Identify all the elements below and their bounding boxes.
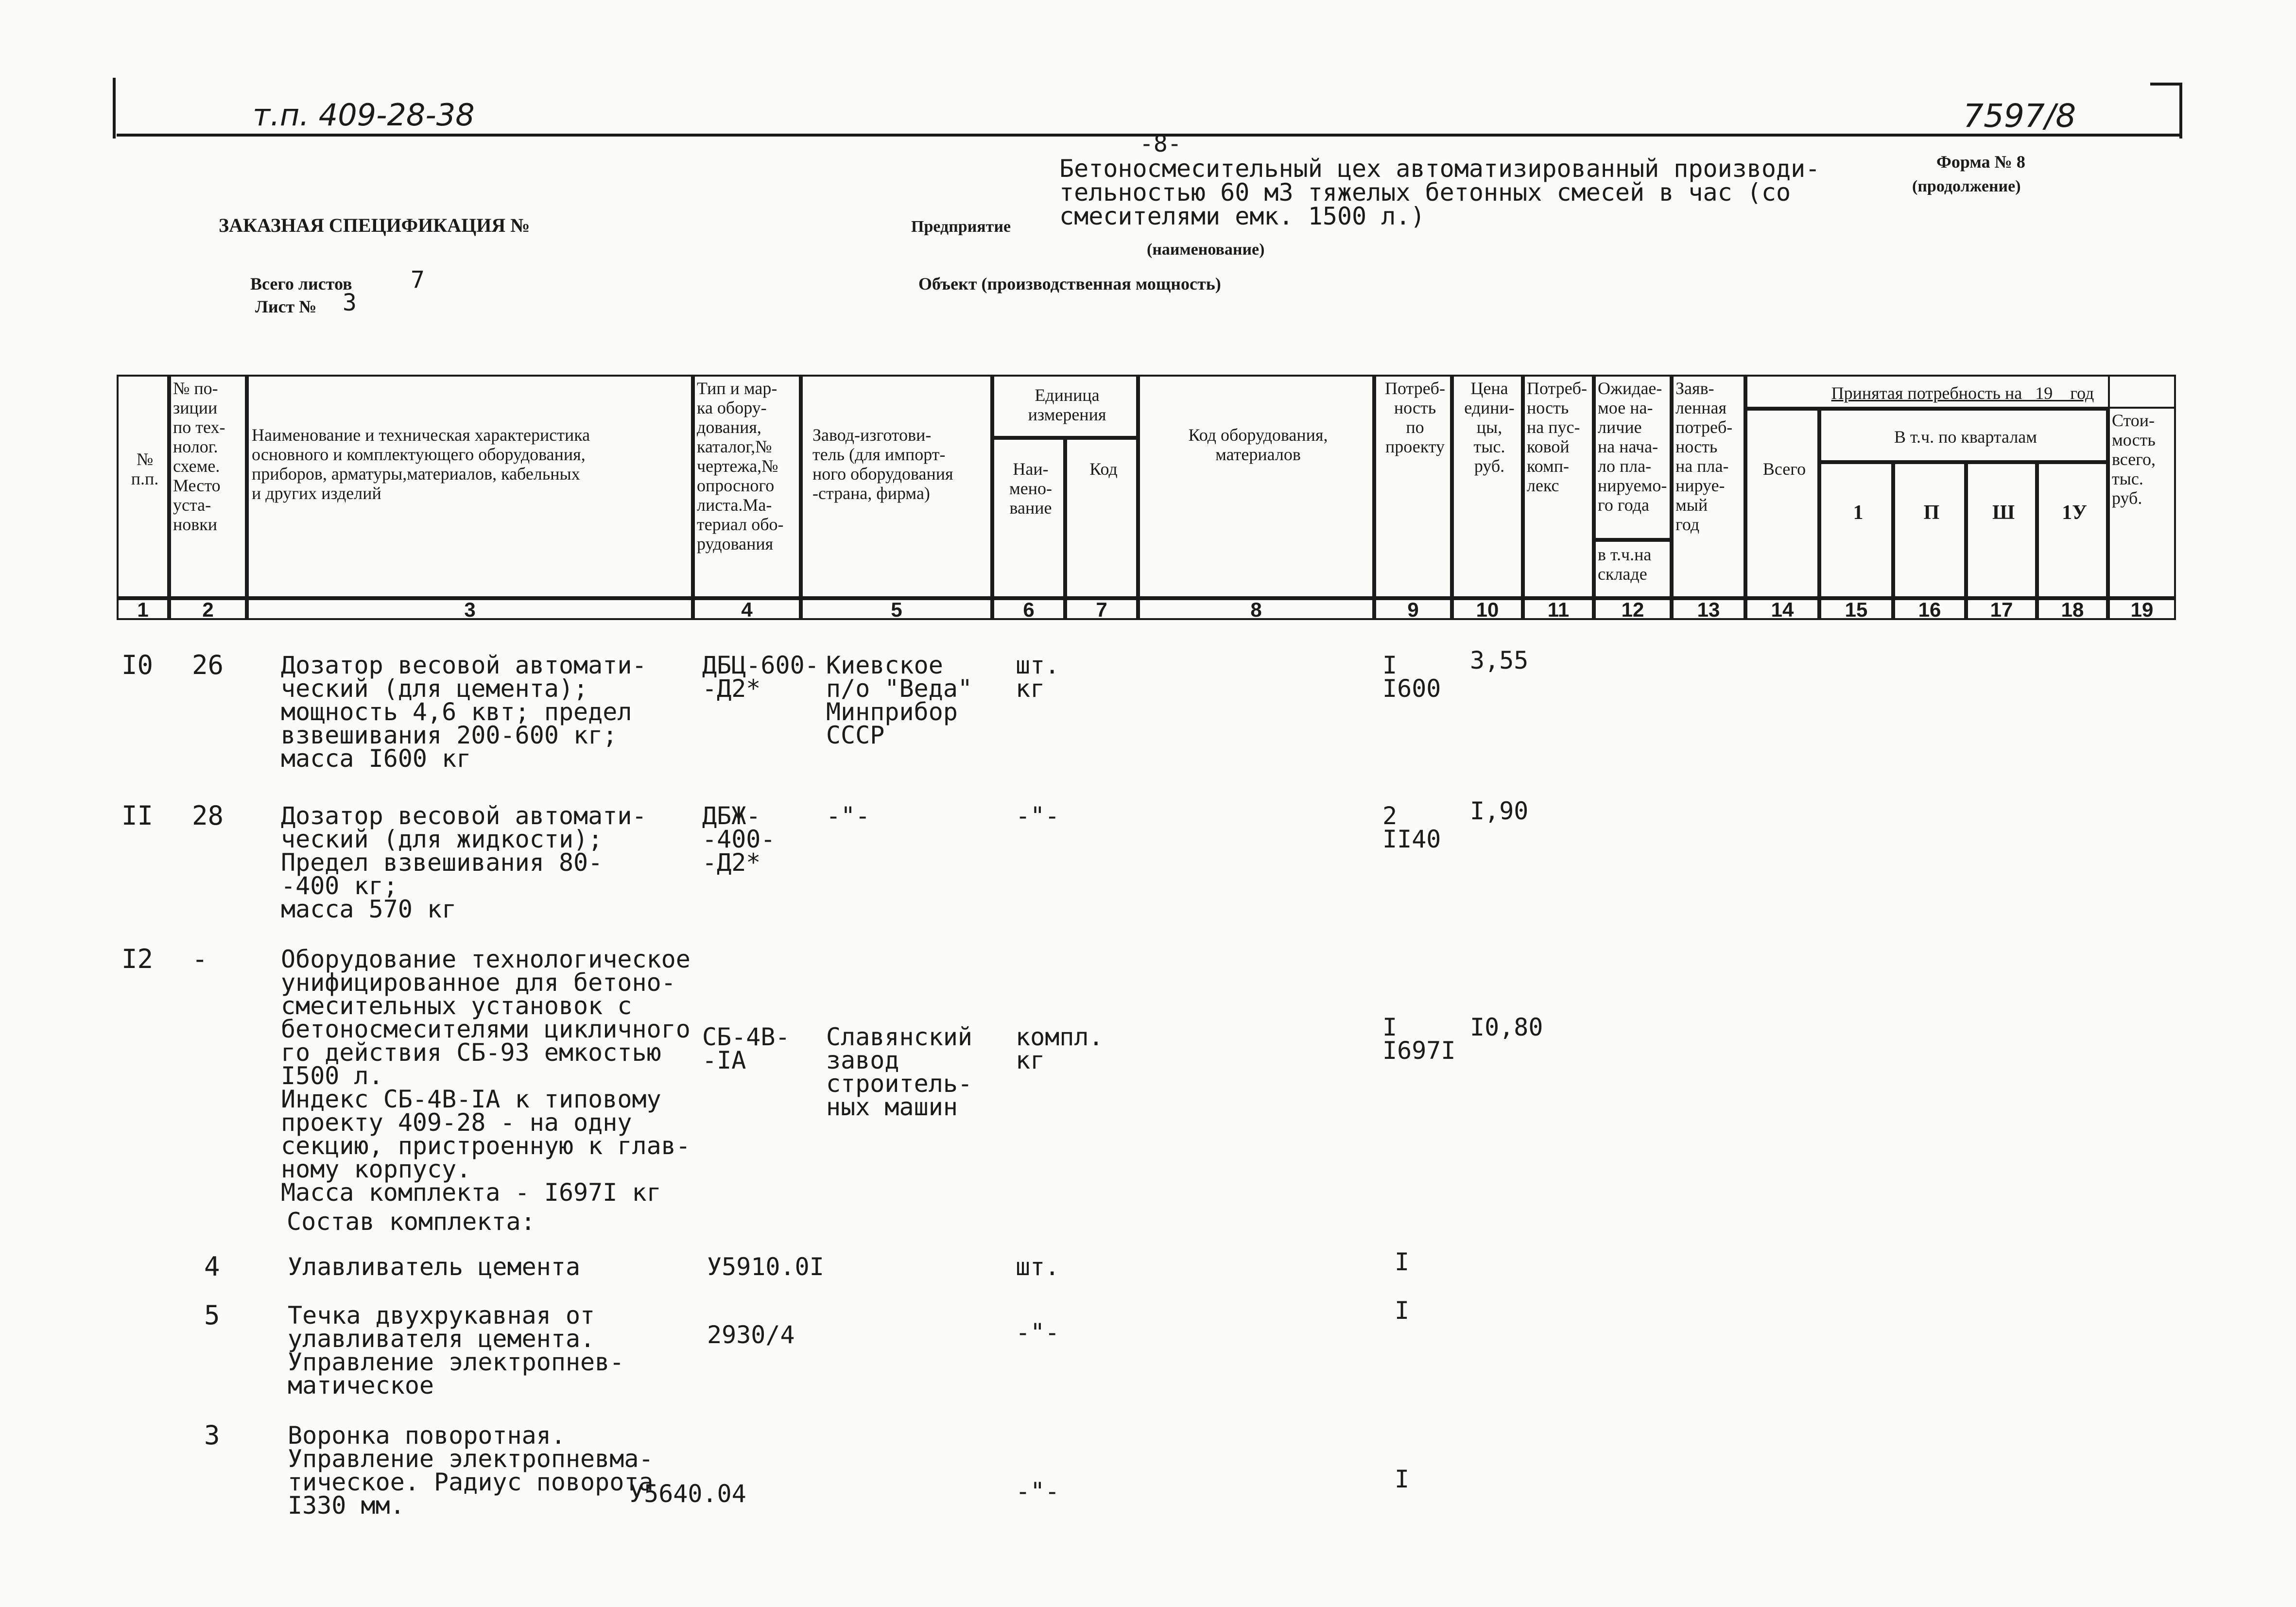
kit-qty: I <box>1395 1465 1410 1493</box>
row-qty: I I600 <box>1382 651 1441 703</box>
total-sheets-value: 7 <box>411 266 425 294</box>
sheet-label: Лист № <box>255 297 317 316</box>
row-type: СБ-4В- -IА <box>702 1023 790 1074</box>
sheet-code: 7597/8 <box>1963 97 2076 135</box>
kit-qty: I <box>1395 1248 1410 1276</box>
col-6-7-group-header: Единица измерения <box>992 375 1138 438</box>
total-sheets-label: Всего листов <box>250 274 352 294</box>
kit-caption: Состав комплекта: <box>287 1208 535 1236</box>
row-price: I0,80 <box>1470 1013 1543 1041</box>
row-qty: I I697I <box>1382 1013 1456 1065</box>
column-number-17: 17 <box>1966 598 2037 620</box>
column-number-13: 13 <box>1672 598 1745 620</box>
kit-name: Воронка поворотная. Управление электропневма- тическое. Радиус поворота I330 мм. <box>288 1421 654 1520</box>
column-number-12: 12 <box>1594 598 1672 620</box>
col-18-header: 1У <box>2037 462 2108 598</box>
row-position: 26 <box>192 650 224 680</box>
col-3-header: Наименование и техническая характеристика основного и комплектующего оборудования, приборов, арматуры,материалов, кабельных и других изделий <box>247 375 693 598</box>
spec-title: ЗАКАЗНАЯ СПЕЦИФИКАЦИЯ № <box>219 214 530 236</box>
enterprise-name-line3: смесителями емк. 1500 л.) <box>1059 202 1425 230</box>
row-type: ДБЖ- -400- -Д2* <box>702 802 776 877</box>
column-number-18: 18 <box>2037 598 2108 620</box>
col-7-header: Код <box>1065 438 1138 598</box>
column-number-11: 11 <box>1523 598 1594 620</box>
col-4-header: Тип и мар- ка обору- дования, каталог,№ чертежа,№ опросного листа.Ма- териал обо- рудования <box>693 375 801 598</box>
col-12-header: Ожидае- мое на- личие на нача- ло пла- нируемо- го года <box>1594 375 1672 540</box>
row-maker: Славянский завод строитель- ных машин <box>826 1023 973 1121</box>
enterprise-label: Предприятие <box>911 218 1011 236</box>
column-number-7: 7 <box>1065 598 1138 620</box>
row-name: Оборудование технологическое унифицированное для бетоно- смесительных установок с бетоносмесителями цикличного го действия СБ-93 емкостью I500 л. Индекс СБ-4В-IА к типовому проекту 409-28 - на одну секцию, пристроенную к глав- ному корпусу. Масса комплекта - I697I кг <box>281 945 691 1207</box>
column-number-10: 10 <box>1452 598 1523 620</box>
column-number-4: 4 <box>693 598 801 620</box>
col-1-header: № п.п. <box>117 375 169 598</box>
right-corner-tick <box>2150 83 2182 86</box>
kit-unit: -"- <box>1016 1318 1060 1347</box>
col-12-sub-header: в т.ч.на складе <box>1594 540 1672 598</box>
kit-position: 4 <box>204 1251 220 1282</box>
form-label: Форма № 8 <box>1936 152 2025 172</box>
column-number-1: 1 <box>117 598 169 620</box>
column-number-15: 15 <box>1819 598 1893 620</box>
right-corner-mark <box>2179 83 2182 138</box>
row-position: - <box>192 944 208 974</box>
kit-type: У5910.0I <box>707 1253 824 1281</box>
row-unit: шт. кг <box>1016 651 1060 703</box>
col-14-header: Всего <box>1745 409 1819 598</box>
row-name: Дозатор весовой автомати- ческий (для цемента); мощность 4,6 квт; предел взвешивания 200-600 кг; масса I600 кг <box>281 651 647 773</box>
row-price: 3,55 <box>1470 646 1529 674</box>
enterprise-name-line2: тельностью 60 м3 тяжелых бетонных смесей в час (со <box>1059 178 1791 207</box>
row-unit: -"- <box>1016 802 1060 830</box>
kit-type: 2930/4 <box>707 1321 795 1349</box>
row-price: I,90 <box>1470 797 1529 825</box>
column-number-6: 6 <box>992 598 1065 620</box>
kit-name: Улавливатель цемента <box>288 1253 581 1281</box>
column-number-9: 9 <box>1374 598 1452 620</box>
row-qty: 2 II40 <box>1382 802 1441 853</box>
col-17-header: Ш <box>1966 462 2037 598</box>
column-number-16: 16 <box>1893 598 1966 620</box>
col-11-header: Потреб- ность на пус- ковой комп- лекс <box>1523 375 1594 598</box>
row-number: I0 <box>121 650 154 680</box>
sheet-value: 3 <box>343 289 357 316</box>
row-number: I2 <box>121 944 154 974</box>
row-unit: компл. кг <box>1016 1023 1104 1074</box>
column-number-19: 19 <box>2108 598 2176 620</box>
column-number-2: 2 <box>169 598 247 620</box>
col-6-header: Наи- мено- вание <box>992 438 1065 598</box>
page-marker: -8- <box>1139 130 1182 157</box>
row-position: 28 <box>192 800 224 831</box>
column-number-8: 8 <box>1138 598 1374 620</box>
row-name: Дозатор весовой автомати- ческий (для жидкости); Предел взвешивания 80- -400 кг; масса 570 кг <box>281 802 647 923</box>
kit-position: 3 <box>204 1420 220 1451</box>
col-16-header: П <box>1893 462 1966 598</box>
column-number-5: 5 <box>801 598 992 620</box>
kit-qty: I <box>1395 1296 1410 1325</box>
form-note: (продолжение) <box>1912 177 2021 195</box>
col-5-header: Завод-изготови- тель (для импорт- ного оборудования -страна, фирма) <box>801 375 992 598</box>
kit-position: 5 <box>204 1300 220 1331</box>
col-13-header: Заяв- ленная потреб- ность на пла- нируе- мый год <box>1672 375 1745 598</box>
name-caption: (наименование) <box>1147 241 1265 259</box>
kit-unit: шт. <box>1016 1253 1060 1281</box>
column-number-3: 3 <box>247 598 693 620</box>
col-8-header: Код оборудования, материалов <box>1138 375 1374 598</box>
col-9-header: Потреб- ность по проекту <box>1374 375 1452 598</box>
kit-name: Течка двухрукавная от улавливателя цемента. Управление электропнев- матическое <box>288 1301 624 1400</box>
row-maker: -"- <box>826 802 870 830</box>
col-14-19-group-header: Принятая потребность на 19 год <box>1745 375 2176 409</box>
col-2-header: № по- зиции по тех- нолог. схеме. Место уста- новки <box>169 375 247 598</box>
col-15-18-group-header: В т.ч. по кварталам <box>1819 409 2108 462</box>
kit-type: У5640.04 <box>629 1480 746 1508</box>
row-maker: Киевское п/о "Веда" Минприбор СССР <box>826 651 973 749</box>
enterprise-name-line1: Бетоносмесительный цех автоматизированный производи- <box>1059 155 1820 183</box>
left-corner-mark <box>113 78 116 138</box>
col-19-header: Стои- мость всего, тыс. руб. <box>2108 375 2176 598</box>
col-10-header: Цена едини- цы, тыс. руб. <box>1452 375 1523 598</box>
column-number-14: 14 <box>1745 598 1819 620</box>
object-label: Объект (производственная мощность) <box>918 274 1221 294</box>
column-header-table <box>118 376 2177 621</box>
project-code: т.п. 409-28-38 <box>253 97 475 133</box>
kit-unit: -"- <box>1016 1477 1060 1505</box>
row-type: ДБЦ-600- -Д2* <box>702 651 819 703</box>
col-15-header: 1 <box>1819 462 1893 598</box>
row-number: II <box>121 800 154 831</box>
